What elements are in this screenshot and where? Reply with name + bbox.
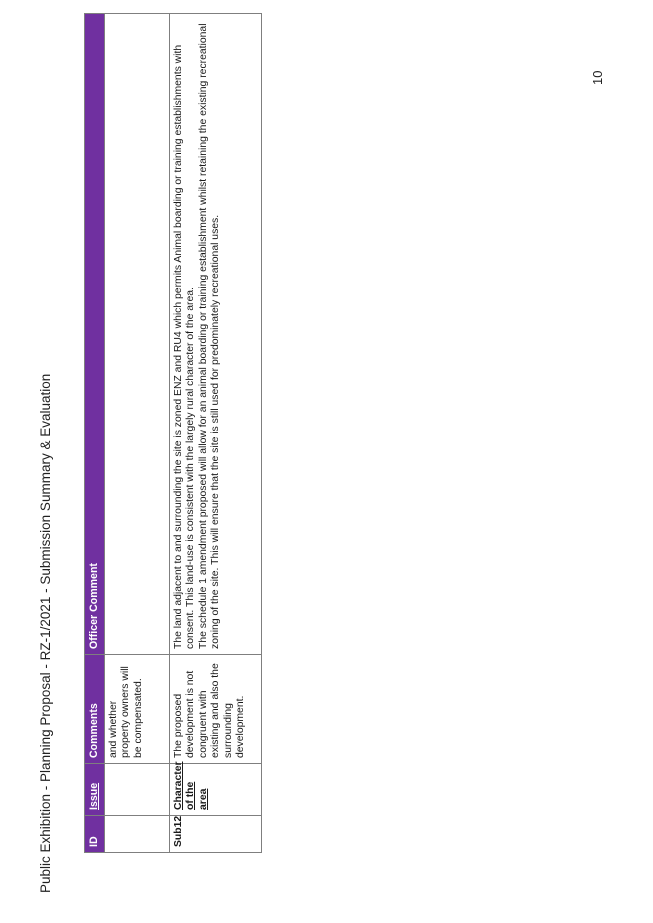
issue-label: Character of the area (172, 761, 209, 810)
submission-id: Sub12 (172, 815, 184, 847)
page-header-title: Public Exhibition - Planning Proposal - RZ-1/2021 - Submission Summary & Evaluation (38, 373, 53, 893)
cell-officer-comment (169, 14, 261, 655)
cell-comments: The proposed development is not congruent with existing and also the surrounding development. (169, 655, 261, 764)
column-header-issue-label: Issue (88, 782, 100, 810)
officer-comment-paragraph-2: The schedule 1 amendment proposed will allow for an animal boarding or training establishment whilst retaining the existing recreational zoning of the site. This will ensure that the site is still used for predominately recreational uses. (197, 23, 222, 649)
table-row (169, 14, 261, 853)
cell-comments: and whether property owners will be compensated. (104, 655, 169, 764)
cell-issue (169, 761, 261, 816)
column-header-comments: Comments (85, 655, 105, 764)
table-row (104, 14, 169, 853)
column-header-id: ID (85, 816, 105, 853)
column-header-officer-comment: Officer Comment (85, 14, 105, 655)
table-header-row (85, 14, 105, 853)
submission-table (84, 13, 262, 853)
cell-issue (104, 764, 169, 816)
cell-id (104, 816, 169, 853)
cell-officer-comment (104, 14, 169, 655)
officer-comment-paragraph-1: The land adjacent to and surrounding the site is zoned ENZ and RU4 which permits Animal boarding or training establishments with consent. This land-use is consistent with the largely rural character of the area. (172, 44, 197, 649)
cell-id (169, 816, 261, 853)
column-header-issue (85, 764, 105, 816)
page-number: 10 (590, 70, 605, 85)
